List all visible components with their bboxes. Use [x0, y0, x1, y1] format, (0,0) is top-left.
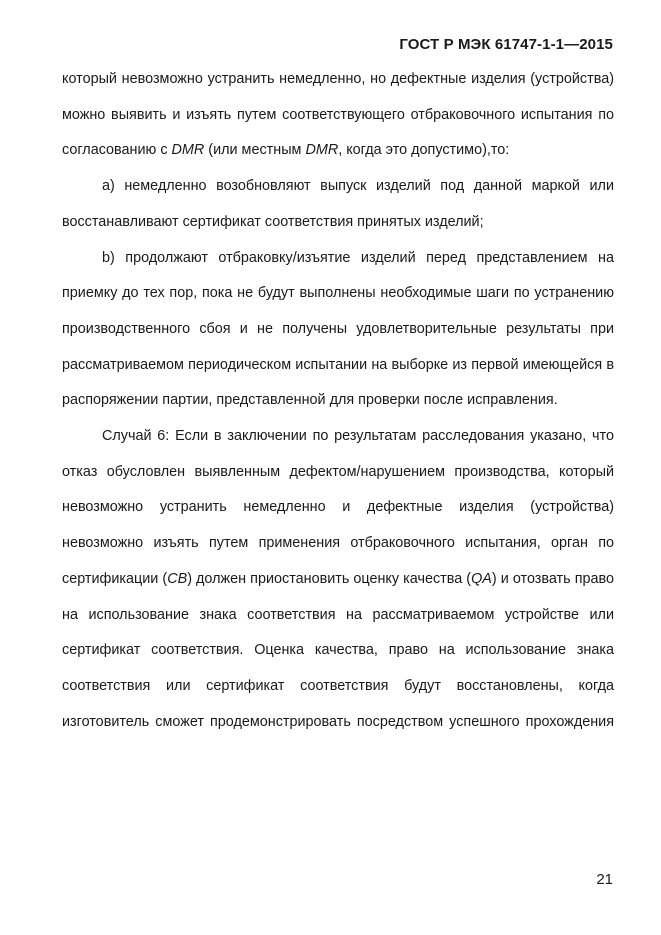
abbr-qa: QA: [471, 570, 492, 587]
text-run: ) должен приостановить оценку качества (: [187, 570, 472, 587]
paragraph-case-6: [62, 419, 614, 740]
page-number: 21: [596, 871, 613, 888]
text-run: , когда это допустимо),то:: [338, 142, 510, 159]
text-run: (или местным: [204, 142, 306, 159]
abbr-dmr: DMR: [171, 142, 205, 159]
abbr-dmr: DMR: [305, 142, 339, 159]
text-run: который невозможно устранить немедленно, но дефектные изделия (устройства) можно выявить и изъять путем соответствующего отбраковочного испытания по согласованию с: [62, 71, 614, 159]
document-code: ГОСТ Р МЭК 61747-1-1—2015: [399, 36, 613, 53]
paragraph-continuation: [62, 62, 614, 169]
abbr-cb: CB: [167, 570, 188, 587]
text-run: Случай 6: Если в заключении по результатам расследования указано, что отказ обусловлен выявленным дефектом/нарушением производства, который невозможно устранить немедленно и дефектные изделия (устройства) невозможно изъять путем применения отбраковочного испытания, орган по сертификации (: [62, 428, 614, 587]
text-run: ) и отозвать право на использование знака соответствия на рассматриваемом устройстве или сертификат соответствия. Оценка качества, право на использование знака соответствия или сертификат соответствия будут восстановлены, когда изготовитель сможет продемонстрировать посредством успешного прохождения: [62, 570, 614, 730]
list-item-b: b) продолжают отбраковку/изъятие изделий перед представлением на приемку до тех пор, пока не будут выполнены необходимые шаги по устранению производственного сбоя и не получены удовлетворительные результаты при рассматриваемом периодическом испытании на выборке из первой имеющейся в распоряжении партии, представленной для проверки после исправления.: [62, 249, 614, 409]
list-item-a: а) немедленно возобновляют выпуск изделий под данной маркой или восстанавливают сертификат соответствия принятых изделий;: [62, 178, 614, 230]
page-body: [62, 62, 614, 740]
